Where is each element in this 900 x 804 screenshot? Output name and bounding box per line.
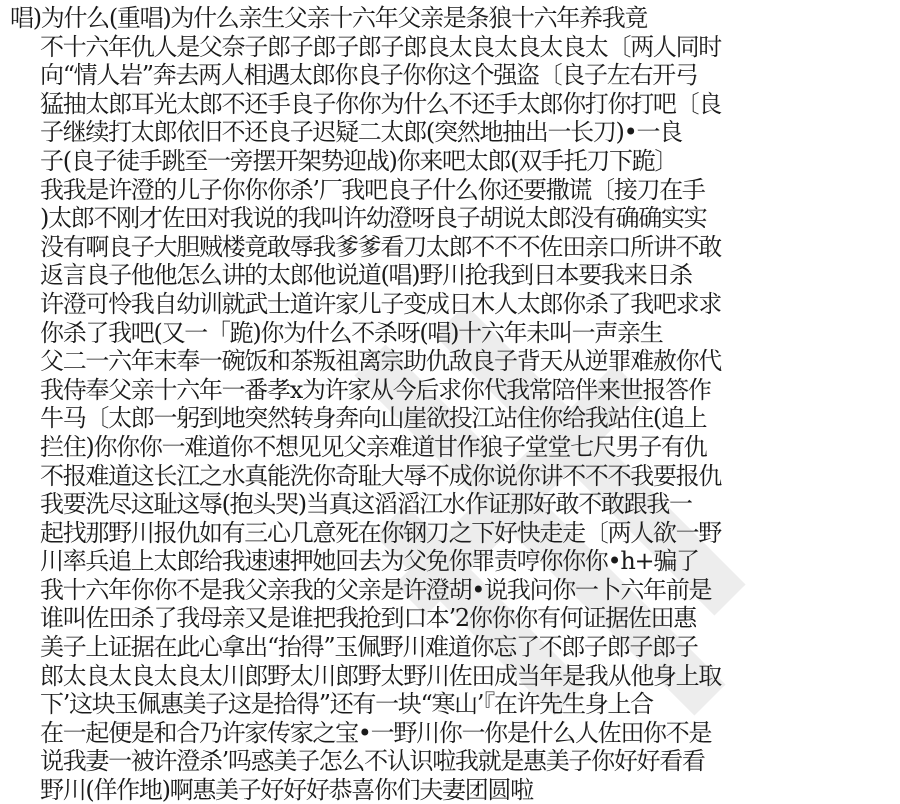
text-line: 子继续打太郎依旧不还良子迟疑二太郎(突然地抽出一长刀)•一良 — [40, 118, 682, 147]
text-line: 我要洗尽这耻这辱(抱头哭)当真这滔滔江水作证那好敢不敢跟我一 — [40, 490, 692, 519]
text-line: 我我是许澄的儿子你你你杀’厂我吧良子什么你还要撒谎〔接刀在手 — [40, 175, 705, 204]
text-line: 向“情人岩”奔去两人相遇太郎你良子你你这个强盗〔良子左右开弓 — [40, 61, 698, 90]
text-line: 不报难道这长江之水真能洗你奇耻大辱不成你说你讲不不不我要报仇 — [40, 461, 721, 490]
text-line: 你杀了我吧(又一「跪)你为什么不杀呀(唱)十六年未叫一声亲生 — [40, 318, 663, 347]
text-line: 不十六年仇人是父奈子郎子郎子郎子郎良太良太良太良太〔两人同时 — [40, 32, 721, 61]
text-line: 我十六年你你不是我父亲我的父亲是许澄胡•说我问你一卜六年前是 — [40, 575, 712, 604]
text-line: 在一起便是和合乃许家传家之宝•一野川你一你是什么人佐田你不是 — [40, 718, 712, 747]
text-line: 谁叫佐田杀了我母亲又是谁把我抢到口本’2你你你有何证据佐田惠 — [40, 604, 696, 633]
text-line: 下’这块玉佩惠美子这是拾得”还有一块“寒山’『在许先生身上合 — [40, 690, 653, 719]
document-body — [10, 4, 890, 804]
text-line: 川率兵追上太郎给我速速押她回去为父免你罪责哼你你你•h+骗了 — [40, 547, 699, 576]
text-line: 牛马〔太郎一躬到地突然转身奔向山崖欲投江站住你给我站住(追上 — [40, 404, 707, 433]
text-line: 返言良子他他怎么讲的太郎他说道(唱)野川抢我到日本要我来日杀 — [40, 261, 692, 290]
text-line: 我侍奉父亲十六年一番孝x为许家从今后求你代我常陪伴来世报答作 — [40, 375, 711, 404]
text-line: 拦住)你你你一难道你不想见见父亲难道甘作狼子堂堂七尺男子有仇 — [40, 432, 707, 461]
text-line: 子(良子徒手跳至一旁摆开架势迎战)你来吧太郎(双手托刀下跪〕 — [40, 146, 678, 175]
text-line: 说我妻一被许澄杀’吗惑美子怎么不认识啦我就是惠美子你好好看看 — [40, 747, 705, 776]
text-line: 起找那野川报仇如有三心几意死在你钢刀之下好快走走〔两人欲一野 — [40, 518, 721, 547]
text-line: 唱)为什么(重唱)为什么亲生父亲十六年父亲是条狼十六年养我竟 — [10, 4, 648, 32]
text-line: 野川(佯作地)啊惠美子好好好恭喜你们夫妻团圆啦 — [40, 776, 533, 804]
text-line: 猛抽太郎耳光太郎不还手良子你你为什么不还手太郎你打你打吧〔良 — [40, 89, 721, 118]
text-line: 没有啊良子大胆贼楼竟敢辱我爹爹看刀太郎不不不佐田亲口所讲不敢 — [40, 232, 721, 261]
text-line: )太郎不刚才佐田对我说的我叫许幼澄呀良子胡说太郎没有确确实实 — [40, 204, 707, 233]
text-line: 父二一六年末奉一碗饭和茶叛祖离宗助仇敌良子背天从逆罪难赦你代 — [40, 347, 721, 376]
text-line: 郎太良太良太良太川郎野太川郎野太野川佐田成当年是我从他身上取 — [40, 661, 721, 690]
text-line: 美子上证据在此心拿出“抬得”玉佩野川难道你忘了不郎子郎子郎子 — [40, 633, 698, 662]
text-line: 许澄可怜我自幼训就武士道许家儿子变成日木人太郎你杀了我吧求求 — [40, 289, 721, 318]
